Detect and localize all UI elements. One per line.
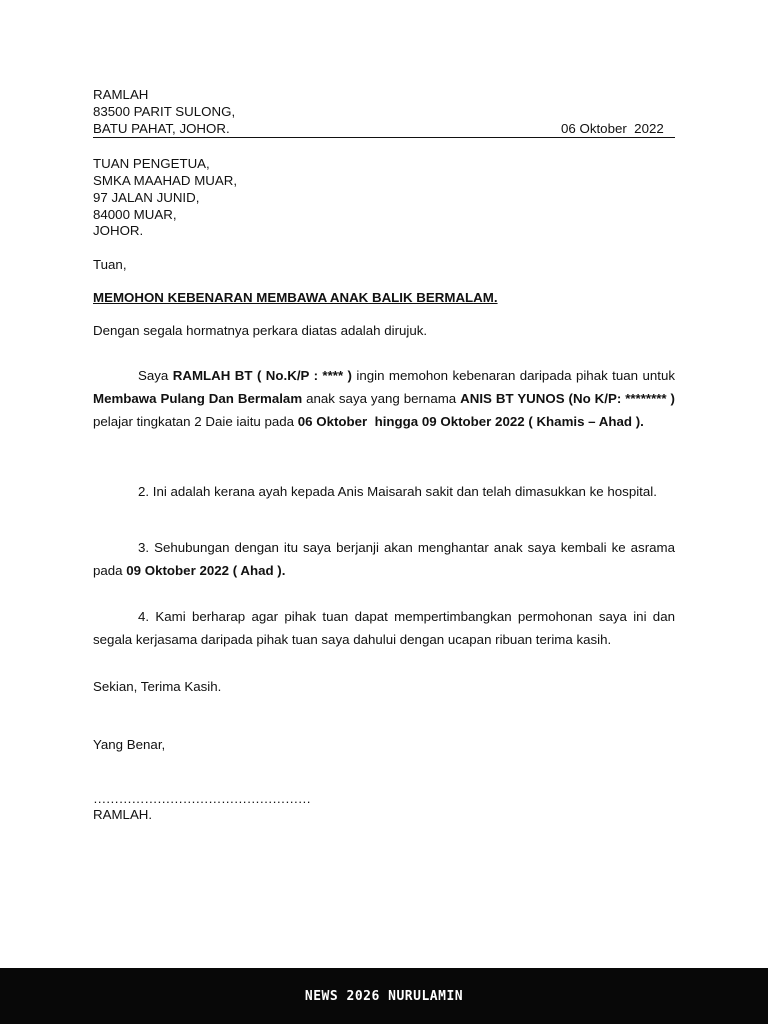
para1-text-1: Saya (138, 368, 173, 383)
letter-subject: MEMOHON KEBENARAN MEMBAWA ANAK BALIK BERMALAM. (93, 290, 498, 305)
para1-text-2: ingin memohon kebenaran daripada pihak tuan untuk (351, 368, 675, 383)
paragraph-1 (93, 364, 675, 433)
recipient-line1: TUAN PENGETUA, (93, 156, 210, 171)
para2-text: 2. Ini adalah kerana ayah kepada Anis Maisarah sakit dan telah dimasukkan ke hospital. (138, 484, 657, 499)
footer-credit: NEWS 2026 NURULAMIN (304, 988, 464, 1004)
para4-text: 4. Kami berharap agar pihak tuan dapat mempertimbangkan permohonan saya ini dan segala kerjasama daripada pihak tuan saya dahului dengan ucapan ribuan terima kasih. (93, 609, 675, 647)
signature-name: RAMLAH. (93, 807, 153, 822)
paragraph-2 (93, 480, 675, 503)
signature-line: …………………………………………… (93, 791, 311, 806)
sender-address-line2: BATU PAHAT, JOHOR. (93, 121, 230, 136)
para1-text-4: pelajar tingkatan 2 Daie iaitu pada (93, 414, 298, 429)
sender-name: RAMLAH (93, 87, 149, 102)
para1-applicant: RAMLAH BT ( No.K/P : **** ) (172, 368, 352, 383)
recipient-line4: 84000 MUAR, (93, 207, 177, 222)
sign-off: Yang Benar, (93, 737, 166, 752)
paragraph-3 (93, 536, 675, 582)
recipient-line5: JOHOR. (93, 223, 144, 238)
recipient-line3: 97 JALAN JUNID, (93, 190, 200, 205)
para3-text: 3. Sehubungan dengan itu saya berjanji akan menghantar anak saya kembali ke asrama pada (93, 540, 675, 578)
recipient-line2: SMKA MAAHAD MUAR, (93, 173, 238, 188)
para1-purpose: Membawa Pulang Dan Bermalam (93, 391, 303, 406)
para1-student: ANIS BT YUNOS (No K/P: ******** ) (460, 391, 675, 406)
footer-bar (0, 968, 768, 1024)
intro-text: Dengan segala hormatnya perkara diatas adalah dirujuk. (93, 323, 428, 338)
closing-text: Sekian, Terima Kasih. (93, 679, 222, 694)
header-divider (93, 137, 675, 138)
para3-return-date: 09 Oktober 2022 ( Ahad ). (126, 563, 286, 578)
letter-date: 06 Oktober 2022 (561, 121, 664, 136)
para1-dates: 06 Oktober hingga 09 Oktober 2022 ( Khamis – Ahad ). (297, 414, 644, 429)
sender-address-line1: 83500 PARIT SULONG, (93, 104, 236, 119)
para1-text-3: anak saya yang bernama (302, 391, 461, 406)
paragraph-4 (93, 605, 675, 651)
salutation: Tuan, (93, 257, 127, 272)
